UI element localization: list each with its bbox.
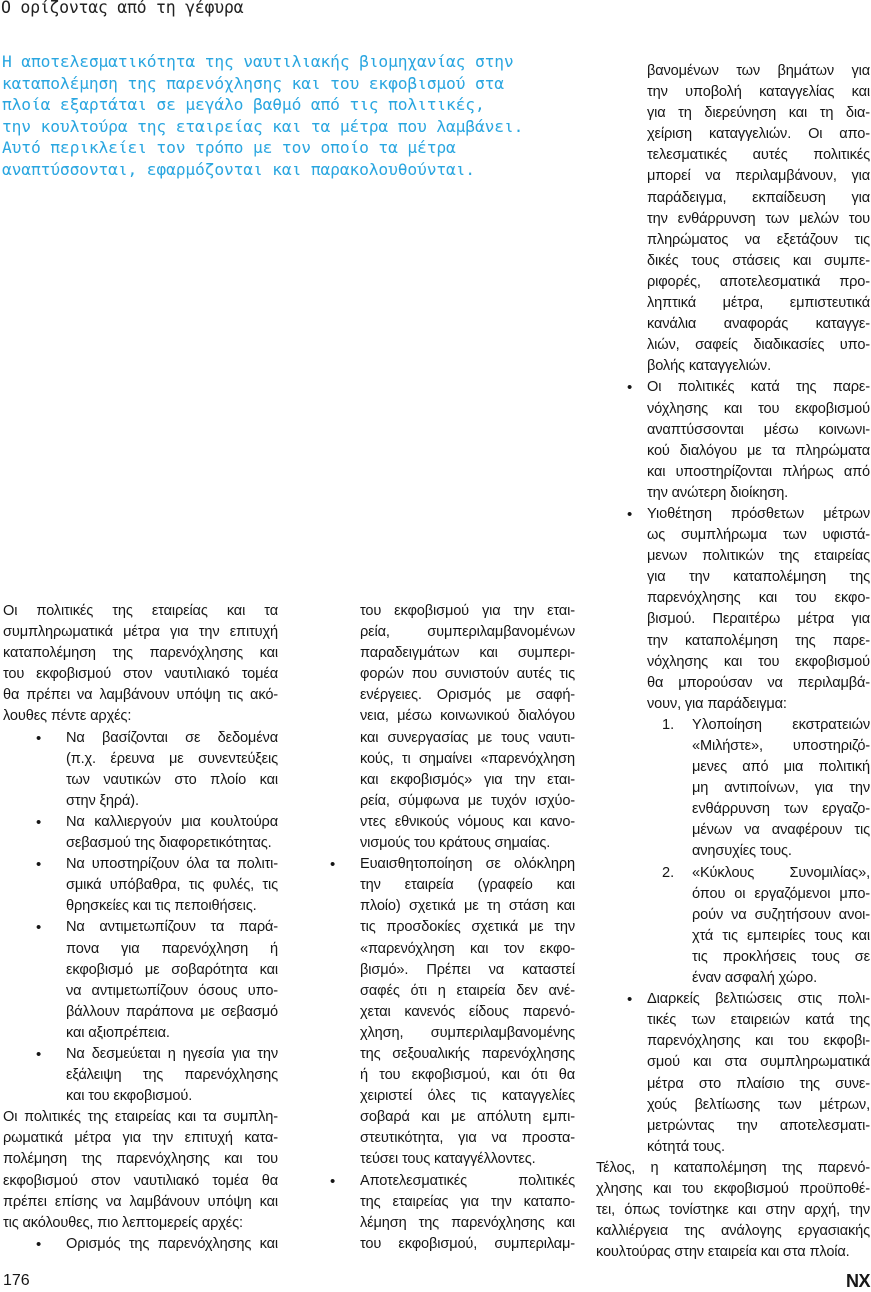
text-line: τελεσματικές αυτές πολιτικές (647, 147, 870, 164)
text-line: παράδειγμα, εκπαίδευση για (647, 189, 870, 206)
text-line: Να καλλιεργούν μια κουλτούρα (66, 813, 278, 830)
text-line: λέμηση της παρενόχλησης και (360, 1214, 575, 1231)
text-line: σοβαρά και με απόλυτη εμπι- (360, 1109, 575, 1126)
bullet-icon: • (36, 1235, 42, 1253)
text-line: την εταιρεία (γραφείο και (360, 877, 575, 894)
text-line: πολέμηση της παρενόχλησης και του (3, 1151, 278, 1168)
text-line: Υιοθέτηση πρόσθετων μέτρων (647, 505, 870, 522)
text-line: θα πρέπει να λαμβάνουν υπόψη τις ακό- (3, 687, 278, 704)
text-line: κού διαλόγου με τα πληρώματα (647, 442, 870, 459)
bullet-item (596, 989, 870, 1158)
text-line: Οι πολιτικές της εταιρείας και τα συμπλη- (3, 1109, 278, 1126)
text-line: νεια, μέσω κοινωνικού διαλόγου (360, 708, 575, 725)
text-line: βισμού. Περαιτέρω μέτρα για (647, 611, 870, 628)
intro-paragraph (2, 51, 523, 181)
bullet-item (3, 728, 278, 812)
text-column-left (3, 601, 278, 1255)
text-line: κανάλια αναφοράς καταγγε- (647, 316, 870, 333)
bullet-icon: • (627, 379, 633, 397)
text-line: χλησης και του εκφοβισμού προϋποθέ- (596, 1180, 870, 1197)
bullet-icon: • (627, 991, 633, 1009)
bullet-icon: • (36, 919, 42, 937)
text-line: τις προκλήσεις τους σε (692, 948, 870, 965)
bullet-item (596, 377, 870, 504)
text-line: ενθάρρυνση των εργαζο- (692, 801, 870, 818)
text-line: τει, όπως τονίστηκε και στην αρχή, την (596, 1202, 870, 1219)
text-line: «Κύκλους Συνομιλίας», (692, 864, 870, 881)
bullet-item (596, 61, 870, 377)
bullet-item (3, 917, 278, 1044)
text-line: μενες από μια πολιτική (692, 759, 870, 776)
text-line: (π.χ. έρευνα με συνεντεύξεις (66, 750, 278, 767)
text-line: θα μπορούσαν να περιλαμβά- (647, 674, 870, 691)
text-line: ντες εθνικούς νόμους και κανο- (360, 813, 575, 830)
text-line: εκφοβισμό με σοβαρότητα και (66, 961, 278, 978)
text-line: παρενόχλησης και του εκφο- (647, 590, 870, 607)
text-line: εκφοβισμού στον ναυτιλιακό τομέα θα (3, 1172, 278, 1189)
text-line: τεύσει τους καταγγέλλοντες. (360, 1151, 536, 1168)
text-line: για την καταπολέμηση της (647, 569, 870, 586)
text-line: βισμό». Πρέπει να καταστεί (360, 961, 575, 978)
text-line: για τη διερεύνηση και τη δια- (647, 105, 870, 122)
text-line: και εκφοβισμός» για την εται- (360, 771, 575, 788)
text-line: Υλοποίηση εκστρατειών (692, 716, 870, 733)
text-line: των ναυτικών στο πλοίο και (66, 771, 278, 788)
bullet-icon: • (36, 1045, 42, 1063)
text-line: νόχλησης και του εκφοβισμού (647, 653, 870, 670)
text-line: λουθες πέντε αρχές: (3, 708, 132, 725)
text-line: «Μιλήστε», υποστηριζό- (692, 738, 870, 754)
text-line: Να υποστηρίζουν όλα τα πολιτι- (66, 856, 278, 873)
paragraph (3, 1107, 278, 1234)
list-number: 2. (662, 864, 675, 881)
bullet-item (3, 1234, 278, 1255)
text-line: την υποβολή καταγγελίας και (647, 84, 870, 101)
text-line: ή του εκφοβισμού, και ότι θα (360, 1067, 575, 1084)
text-line: κούς, τι σημαίνει «παρενόχληση (360, 750, 575, 767)
text-line: κουλτούρας στην εταιρεία και στα πλοία. (596, 1244, 850, 1261)
text-line: δικές τους στάσεις και συμπε- (647, 252, 870, 269)
publication-logo: NX (845, 1271, 870, 1291)
text-line: του εκφοβισμού για την εται- (360, 603, 575, 619)
text-line: συμπληρωματικά μέτρα για την επιτυχή (3, 624, 278, 641)
text-line: τις ακόλουθες, πιο λεπτομερείς αρχές: (3, 1214, 243, 1231)
text-line: Να βασίζονται σε δεδομένα (66, 729, 278, 746)
text-line: Τέλος, η καταπολέμηση της παρενό- (596, 1159, 870, 1176)
text-line: μη αντιποίνων, για την (692, 780, 870, 797)
paragraph (3, 601, 278, 728)
text-line: Ευαισθητοποίηση σε ολόκληρη (360, 856, 575, 873)
text-line: παραδειγμάτων και συμπερι- (360, 645, 575, 662)
text-line: τικές των εταιρειών κατά της (647, 1012, 870, 1029)
bullet-item (297, 601, 575, 854)
bullet-item (3, 854, 278, 917)
text-line: τις προσδοκίες σχετικά με την (360, 919, 575, 936)
text-line: σεβασμού της διαφορετικότητας. (66, 835, 272, 852)
text-line: μενων πολιτικών της εταιρείας (647, 548, 870, 565)
text-line: χληση, συμπεριλαμβανομένης (360, 1024, 575, 1041)
text-line: την ανώτερη διοίκηση. (647, 484, 789, 501)
intro-line: αναπτύσσονται, εφαρμόζονται και παρακολουθούνται. (2, 159, 475, 179)
text-line: βάλλουν παράπονα με σεβασμό (66, 1003, 278, 1020)
bullet-item (3, 812, 278, 854)
intro-line: καταπολέμηση της παρενόχλησης και του εκφοβισμού στα (2, 73, 504, 93)
text-line: σμικά υπόβαθρα, τις φυλές, τις (66, 877, 278, 894)
text-line: την ενθάρρυνση των μελών του (647, 210, 870, 227)
bullet-icon: • (627, 505, 633, 523)
text-line: κότητά τους. (647, 1138, 725, 1155)
text-line: μπορεί να περιλαμβάνουν, για (647, 168, 870, 185)
text-line: Να αντιμετωπίζουν τα παρά- (66, 919, 278, 936)
bullet-icon: • (330, 1172, 336, 1190)
bullet-item (297, 854, 575, 1170)
text-line: Διαρκείς βελτιώσεις στις πολι- (647, 991, 870, 1008)
text-line: καταπολέμηση της παρενόχλησης και (3, 645, 278, 662)
text-line: βολής καταγγελιών. (647, 358, 771, 375)
text-line: σαφές ότι η εταιρεία δεν ανέ- (360, 982, 575, 999)
text-line: χειριστεί όλες τις καταγγελίες (360, 1088, 575, 1105)
text-line: και υποστηρίζονται πλήρως από (647, 463, 870, 480)
text-line: την καταπολέμηση της παρε- (647, 632, 870, 649)
bullet-item (297, 1171, 575, 1255)
bullet-icon: • (330, 856, 336, 874)
text-line: μένων να αναφέρουν τις (692, 822, 870, 839)
text-line: ανησυχίες τους. (692, 843, 792, 860)
text-line: να αντιμετωπίζουν όσους υπο- (66, 982, 278, 999)
text-line: όπου οι εργαζόμενοι μπο- (692, 885, 870, 902)
running-title: Ο ορίζοντας από τη γέφυρα (1, 0, 244, 17)
text-line: πληρώματος να εξετάζουν τις (647, 231, 870, 248)
intro-line: πλοία εξαρτάται σε μεγάλο βαθμό από τις πολιτικές, (2, 95, 485, 115)
text-line: στευτικότητα, για να προστα- (360, 1130, 575, 1147)
text-line: της σεξουαλικής παρενόχλησης (360, 1045, 575, 1062)
text-line: ενέργειες. Ορισμός με σαφή- (360, 687, 575, 704)
text-line: ριφορές, αποτελεσματικά προ- (647, 273, 870, 290)
bullet-icon: • (36, 813, 42, 831)
text-line: χτά τις εμπειρίες τους και (692, 927, 870, 944)
text-line: μέτρα στο πλαίσιο της συνε- (647, 1075, 870, 1092)
intro-line: Αυτό περικλείει τον τρόπο με τον οποίο τα μέτρα (2, 138, 456, 158)
text-line: θρησκείες και τις πεποιθήσεις. (66, 898, 257, 915)
text-line: μετρώντας την αποτελεσματι- (647, 1117, 870, 1134)
list-number: 1. (662, 716, 675, 733)
text-column-middle (297, 601, 575, 1255)
intro-line: την κουλτούρα της εταιρείας και τα μέτρα που λαμβάνει. (2, 116, 524, 136)
text-line: έναν ασφαλή χώρο. (692, 970, 817, 987)
text-line: χεται κανενός είδους παρενό- (360, 1003, 575, 1020)
text-line: πλοίο) σχετικά με τη στάση και (360, 898, 575, 915)
bullet-icon: • (36, 729, 42, 747)
text-line: Οι πολιτικές της εταιρείας και τα (3, 603, 278, 619)
text-line: Αποτελεσματικές πολιτικές (360, 1172, 575, 1189)
text-line: πονα για παρενόχληση ή (66, 940, 278, 957)
bullet-icon: • (36, 856, 42, 874)
bullet-item (596, 504, 870, 715)
text-line: και αξιοπρέπεια. (66, 1024, 170, 1041)
text-line: ρεία, συμπεριλαμβανομένων (360, 624, 575, 641)
text-line: σμού και στα συμπληρωματικά (647, 1054, 870, 1071)
text-line: ληπτικά μέτρα, εμπιστευτικά (647, 295, 870, 312)
text-line: βανομένων των βημάτων για (647, 63, 870, 79)
text-line: ρωματικά μέτρα για την επιτυχή κατα- (3, 1130, 278, 1147)
text-line: ρούν να συζητήσουν ανοι- (692, 906, 870, 923)
text-line: ως συμπλήρωμα των υφιστά- (647, 527, 870, 544)
text-line: χούς βελτίωσης των μέτρων, (647, 1096, 870, 1113)
text-column-right (596, 61, 870, 1263)
text-line: και συνεργασίας με τους ναυτι- (360, 729, 575, 746)
text-line: του εκφοβισμού στον ναυτιλιακό τομέα (3, 666, 278, 683)
intro-line: Η αποτελεσματικότητα της ναυτιλιακής βιομηχανίας στην (2, 52, 514, 71)
numbered-item (596, 863, 870, 990)
page-number: 176 (3, 1272, 30, 1289)
text-line: χείριση καταγγελιών. Οι απο- (647, 126, 870, 143)
text-line: νουν, για παράδειγμα: (647, 695, 787, 712)
text-line: φορών που συνιστούν αυτές τις (360, 666, 575, 683)
text-line: αναπτύσσονται μέσω κοινωνι- (647, 421, 870, 438)
text-line: του εκφοβισμού, συμπεριλαμ- (360, 1235, 575, 1252)
text-line: ρεία, σύμφωνα με τυχόν ισχύο- (360, 792, 575, 809)
text-line: Οι πολιτικές κατά της παρε- (647, 379, 870, 396)
text-line: εξάλειψη της παρενόχλησης (66, 1067, 278, 1084)
bullet-item (3, 1044, 278, 1107)
text-line: νόχλησης και του εκφοβισμού (647, 400, 870, 417)
text-line: «παρενόχληση και τον εκφο- (360, 940, 575, 957)
numbered-item (596, 715, 870, 863)
paragraph (596, 1158, 870, 1263)
text-line: καλλιέργεια της ανάλογης εργασιακής (596, 1223, 870, 1240)
text-line: στην ξηρά). (66, 792, 139, 809)
text-line: Να δεσμεύεται η ηγεσία για την (66, 1045, 278, 1062)
text-line: Ορισμός της παρενόχλησης και (66, 1235, 278, 1252)
text-line: και του εκφοβισμού. (66, 1088, 193, 1105)
text-line: νισμούς του κράτους σημαίας. (360, 835, 551, 852)
text-line: παρενόχλησης και του εκφοβι- (647, 1033, 870, 1050)
text-line: λιών, σαφείς διαδικασίες υπο- (647, 337, 870, 354)
text-line: της εταιρείας για την καταπο- (360, 1193, 575, 1210)
text-line: πρέπει επίσης να λαμβάνουν υπόψη και (3, 1193, 278, 1210)
